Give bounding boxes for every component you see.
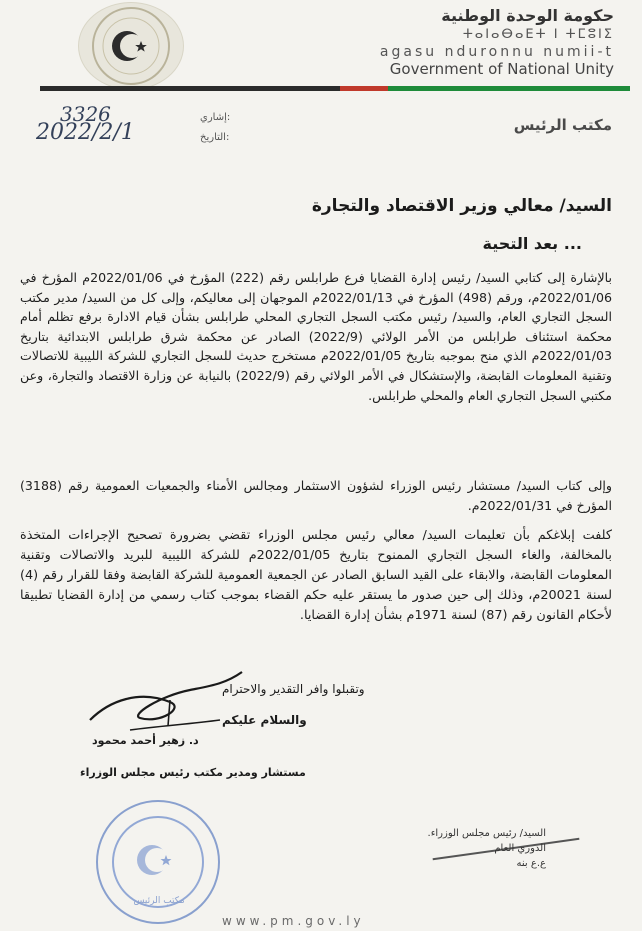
cc-line-3: ع.ع بنه — [516, 858, 546, 869]
cc-line-1: السيد/ رئيس مجلس الوزراء. — [427, 828, 546, 839]
cc-line-2: الدوري العام — [494, 843, 546, 854]
reference-block — [36, 102, 250, 150]
reference-number: 3326 — [60, 102, 111, 126]
flag-segment — [40, 86, 190, 91]
english-government-name: Government of National Unity — [389, 60, 614, 78]
reference-number-label: إشاري: — [200, 112, 231, 123]
flag-segment — [340, 86, 388, 91]
paragraph-reference: بالإشارة إلى كتابي السيد/ رئيس إدارة القضايا فرع طرابلس رقم (222) المؤرخ في 2022/01/06م المؤرخ في 2022/01/06م، ورقم (498) المؤرخ في 2022/01/13م الموجهان إلى معاليكم، وإلى كل من السيد/ مدير مكتب السجل التجاري العام، والسيد/ رئيس مكتب السجل التجاري المحلي طرابلس بشأن قيام الادارة برفع تظلم أمام محكمة استئناف طرابلس من الأمر الولائي (2022/9) الصادر عن محكمة شرق طرابلس الابتدائية بتاريخ 2022/01/03م الذي منح بموجبه بتاريخ 2022/01/05م مستخرج حديث للسجل التجاري للشركة الليبية للاتصالات وتقنية المعلومات القابضة، والإستشكال في الأمر الولائي رقم (2022/9) بالنيابة عن وزارة الاقتصاد والتجارة، وعن مكتبي السجل التجاري العام والمحلي طرابلس. — [20, 270, 613, 403]
flag-segment — [190, 86, 340, 91]
stamp-text: مكتب الرئيس — [133, 896, 185, 906]
flag-segment — [448, 86, 630, 91]
amazigh-government-name: agasu nduronnu numii-t — [379, 44, 614, 60]
copy-recipients — [336, 826, 546, 871]
signatory-name: د. زهير أحمد محمود — [92, 734, 199, 747]
footer-website: www.pm.gov.ly — [222, 914, 365, 928]
letterhead — [294, 6, 614, 78]
addressee: السيد/ معالي وزير الاقتصاد والتجارة — [311, 196, 612, 216]
paragraph-instructions: كلفت إبلاغكم بأن تعليمات السيد/ معالي رئيس مجلس الوزراء تقضي بضرورة تصحيح الإجراءات المتخذة بالمخالفة، والغاء السجل التجاري الممنوح بتاريخ 2022/01/05م للشركة الليبية للبريد والاتصالات وتقنية المعلومات القابضة، والابقاء على القيد السابق الصادر عن الجمعية العمومية للشركة القابضة وفقا للقرار رقم (4) لسنة 20021م، وذلك إلى حين صدور ما يستقر عليه حكم القضاء بموجب كتاب رسمي من إدارة القضايا تطبيقا لأحكام القانون رقم (87) لسنة 1971م بشأن إدارة القضايا. — [20, 528, 612, 623]
official-stamp — [96, 800, 220, 924]
crescent-star-icon — [79, 3, 183, 89]
reference-date: 2022/2/1 — [36, 120, 135, 145]
office-label: مكتب الرئيس — [513, 116, 612, 134]
closing-salutation: والسلام عليكم — [222, 713, 307, 727]
closing-regards: وتقبلوا وافر التقدير والاحترام — [222, 682, 365, 696]
flag-segment — [388, 86, 448, 91]
government-emblem — [78, 2, 184, 90]
paragraph-advisor-letter: وإلى كتاب السيد/ مستشار رئيس الوزراء لشؤون الاستثمار ومجالس الأمناء والجمعيات العمومية رقم (3188) المؤرخ في 2022/01/31م. — [20, 478, 612, 513]
greeting: بعد التحية ... — [482, 234, 582, 253]
arabic-government-name: حكومة الوحدة الوطنية — [441, 6, 614, 25]
handwritten-signature — [70, 660, 250, 740]
signatory-title: مستشار ومدير مكتب رئيس مجلس الوزراء — [80, 766, 306, 779]
reference-date-label: التاريخ: — [200, 132, 230, 143]
flag-color-bar — [40, 86, 630, 91]
tifinagh-government-name: ⵜⴰⵏⴰⴱⴰⴹⵜ ⵏ ⵜⵎⵓⵏⵉ — [462, 27, 614, 42]
